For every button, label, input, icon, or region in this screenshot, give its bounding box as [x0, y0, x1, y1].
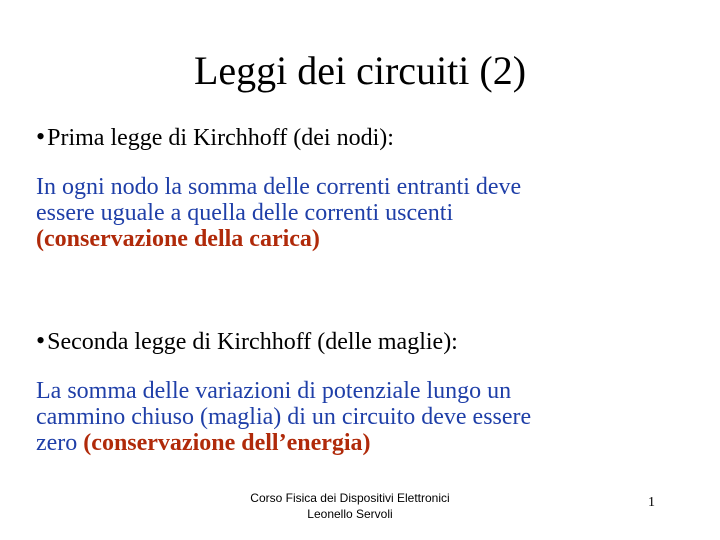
footer-author: Leonello Servoli [307, 507, 393, 521]
first-law-line-1: In ogni nodo la somma delle correnti entranti deve [36, 174, 522, 200]
second-law-line-1: La somma delle variazioni di potenziale lungo un [36, 378, 512, 404]
second-law-line-2: cammino chiuso (maglia) di un circuito deve essere [36, 404, 532, 430]
second-law-emphasis: (conservazione dell’energia) [83, 430, 371, 456]
bullet-first-law-text: Prima legge di Kirchhoff (dei nodi): [47, 125, 394, 151]
footer-course: Corso Fisica dei Dispositivi Elettronici [250, 491, 450, 505]
second-law-paragraph [36, 378, 676, 456]
first-law-line-2: essere uguale a quella delle correnti uscenti [36, 200, 454, 226]
bullet-second-law [36, 326, 458, 357]
page-number: 1 [648, 495, 655, 510]
slide-footer [200, 490, 500, 522]
first-law-emphasis: (conservazione della carica) [36, 226, 320, 252]
bullet-second-law-text: Seconda legge di Kirchhoff (delle maglie): [47, 329, 458, 355]
bullet-icon: • [36, 326, 46, 355]
first-law-paragraph [36, 174, 676, 252]
slide-title: Leggi dei circuiti (2) [193, 48, 527, 93]
bullet-icon: • [36, 122, 46, 151]
second-law-line-3 [36, 430, 676, 456]
second-law-line-3-start: zero [36, 430, 78, 456]
bullet-first-law [36, 122, 394, 153]
